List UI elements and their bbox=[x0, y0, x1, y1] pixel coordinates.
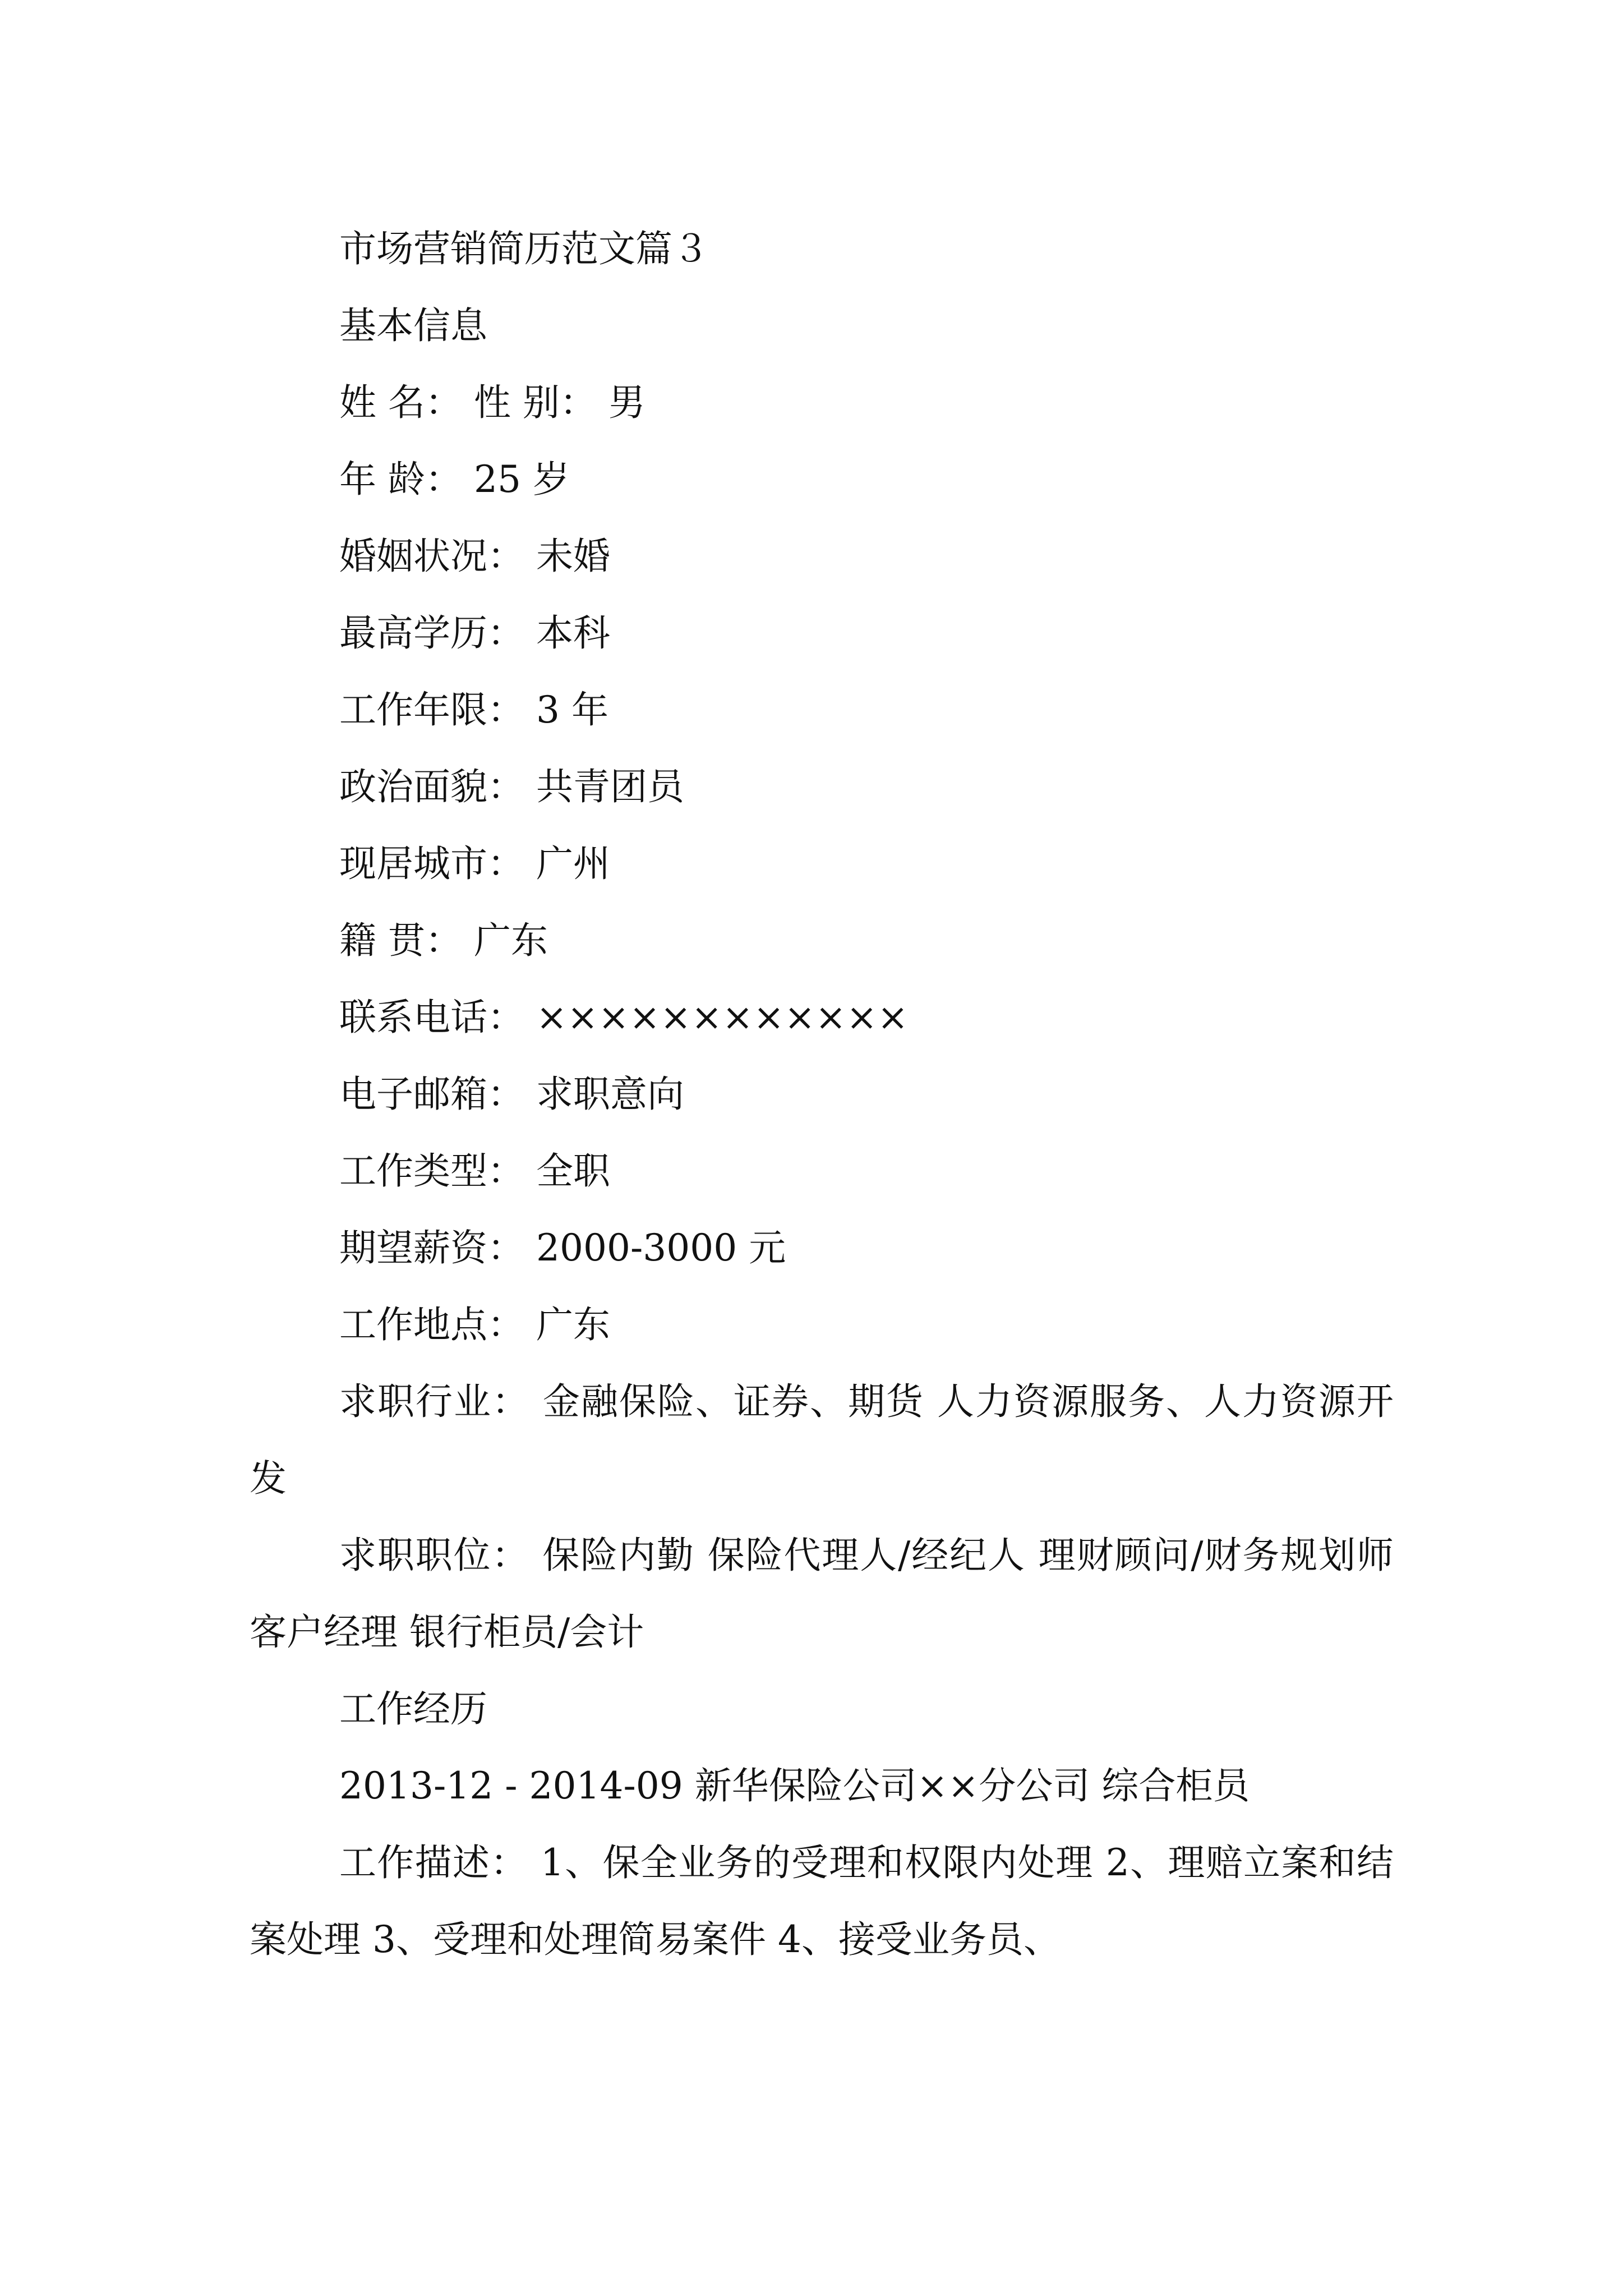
field-education: 最高学历： 本科 bbox=[339, 611, 610, 655]
field-target-position: 求职职位： 保险内勤 保险代理人/经纪人 理财顾问/财务规划师 客户经理 银行柜员/会计 bbox=[250, 1534, 1405, 1654]
field-phone: 联系电话： ×××××××××××× bbox=[339, 996, 909, 1039]
field-work-years: 工作年限： 3 年 bbox=[339, 688, 608, 731]
field-name-gender: 姓 名： 性 别： 男 bbox=[339, 381, 645, 424]
section-heading-basic-info: 基本信息 bbox=[339, 304, 487, 347]
field-age: 年 龄： 25 岁 bbox=[339, 458, 570, 501]
field-job-type: 工作类型： 全职 bbox=[339, 1149, 610, 1193]
field-current-city: 现居城市： 广州 bbox=[339, 842, 610, 885]
field-political-status: 政治面貌： 共青团员 bbox=[339, 765, 684, 808]
work-description: 工作描述： 1、保全业务的受理和权限内处理 2、理赔立案和结案处理 3、受理和处理简易案件 4、接受业务员、 bbox=[250, 1841, 1394, 1961]
field-work-location: 工作地点： 广东 bbox=[339, 1303, 610, 1346]
field-expected-salary: 期望薪资： 2000-3000 元 bbox=[339, 1226, 786, 1269]
section-heading-work-experience: 工作经历 bbox=[339, 1687, 487, 1731]
work-experience-entry: 2013-12 - 2014-09 新华保险公司××分公司 综合柜员 bbox=[339, 1764, 1250, 1807]
document-body bbox=[250, 210, 1405, 1978]
field-marital-status: 婚姻状况： 未婚 bbox=[339, 535, 610, 578]
document-title: 市场营销简历范文篇３ bbox=[339, 227, 709, 270]
field-hometown: 籍 贯： 广东 bbox=[339, 919, 548, 962]
field-email: 电子邮箱： 求职意向 bbox=[339, 1073, 684, 1116]
field-target-industry: 求职行业： 金融保险、证券、期货 人力资源服务、人力资源开发 bbox=[250, 1380, 1394, 1500]
